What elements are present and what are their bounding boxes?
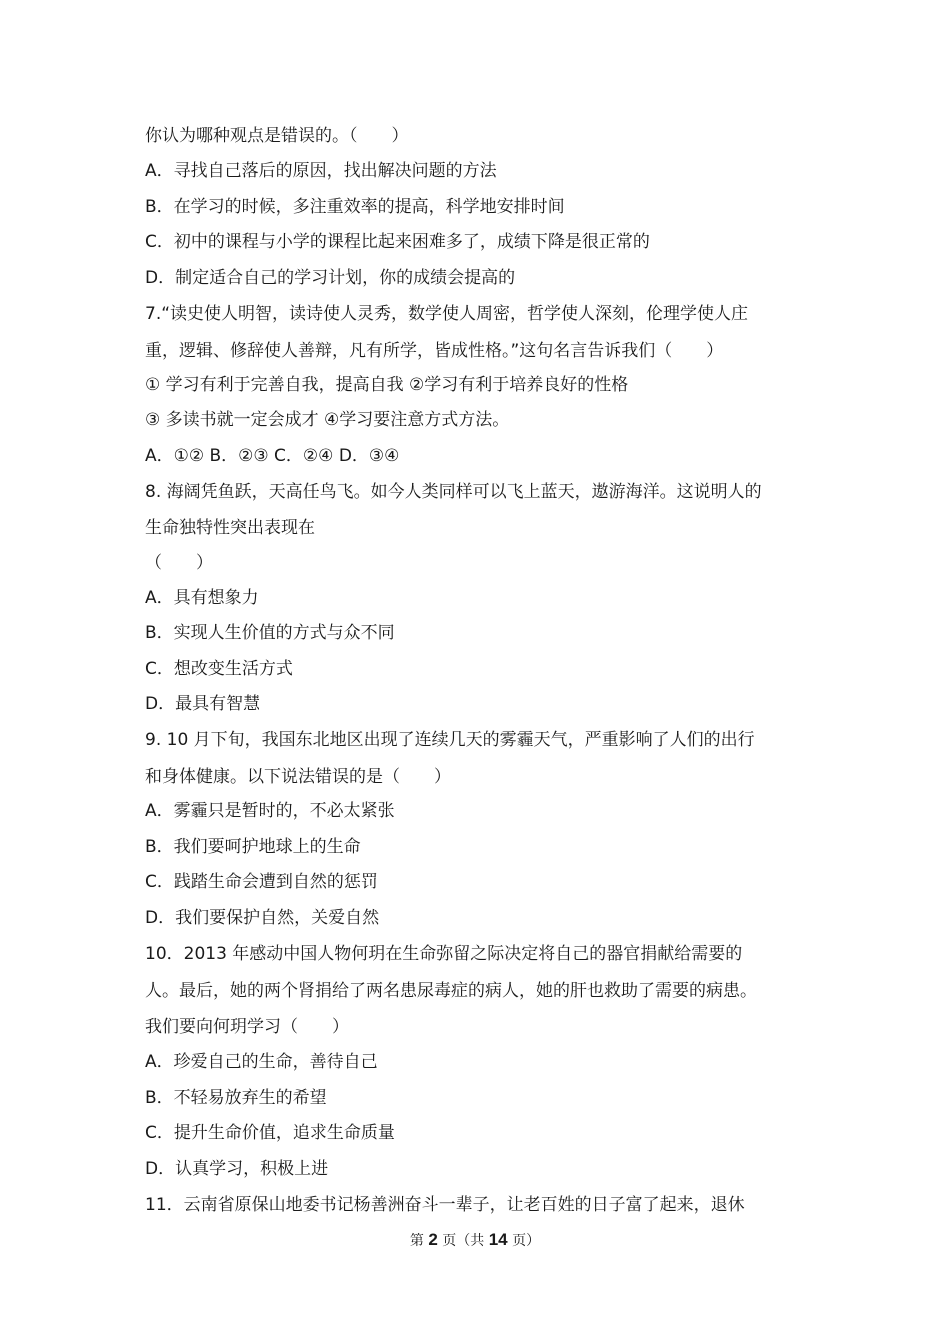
text-line: D．制定适合自己的学习计划，你的成绩会提高的 [145, 268, 516, 288]
text-line: 8. 海阔凭鱼跃，天高任鸟飞。如今人类同样可以飞上蓝天，遨游海洋。这说明人的 [145, 482, 762, 502]
text-line: C．初中的课程与小学的课程比起来困难多了，成绩下降是很正常的 [145, 232, 650, 252]
total-page-number: 14 [488, 1230, 508, 1249]
text-line: （ ） [145, 553, 213, 573]
text-line: B．在学习的时候，多注重效率的提高，科学地安排时间 [145, 197, 565, 217]
text-line: B．实现人生价值的方式与众不同 [145, 623, 395, 643]
text-line: B．我们要呵护地球上的生命 [145, 837, 361, 857]
text-line: A．①② B．②③ C．②④ D．③④ [145, 446, 400, 466]
text-line: C．提升生命价值，追求生命质量 [145, 1123, 395, 1143]
text-line: C．践踏生命会遭到自然的惩罚 [145, 872, 378, 892]
footer-middle: 页（共 [442, 1233, 485, 1249]
text-line: A．珍爱自己的生命，善待自己 [145, 1052, 378, 1072]
text-line: 10．2013 年感动中国人物何玥在生命弥留之际决定将自己的器官捐献给需要的 [145, 944, 743, 964]
text-line: 9. 10 月下旬，我国东北地区出现了连续几天的雾霾天气，严重影响了人们的出行 [145, 730, 755, 750]
text-line: 11．云南省原保山地委书记杨善洲奋斗一辈子，让老百姓的日子富了起来，退休 [145, 1195, 745, 1215]
text-line: A．具有想象力 [145, 588, 259, 608]
text-line: B．不轻易放弃生的希望 [145, 1088, 327, 1108]
text-line: 7.“读史使人明智，读诗使人灵秀，数学使人周密，哲学使人深刻，伦理学使人庄 [145, 304, 749, 324]
text-line: ① 学习有利于完善自我，提高自我 ②学习有利于培养良好的性格 [145, 375, 629, 395]
footer-prefix: 第 [409, 1233, 424, 1249]
text-line: A．雾霾只是暂时的，不必太紧张 [145, 801, 395, 821]
text-line: 重，逻辑、修辞使人善辩，凡有所学，皆成性格。”这句名言告诉我们（ ） [145, 341, 724, 361]
text-line: D．最具有智慧 [145, 694, 261, 714]
text-line: A．寻找自己落后的原因，找出解决问题的方法 [145, 161, 497, 181]
page-footer [0, 1231, 950, 1250]
text-line: D．我们要保护自然，关爱自然 [145, 908, 380, 928]
text-line: 我们要向何玥学习（ ） [145, 1017, 349, 1037]
text-line: 生命独特性突出表现在 [145, 518, 315, 538]
text-line: 你认为哪种观点是错误的。（ ） [145, 126, 409, 146]
text-line: C．想改变生活方式 [145, 659, 293, 679]
footer-suffix: 页） [512, 1233, 541, 1249]
text-line: 人。最后，她的两个肾捐给了两名患尿毒症的病人，她的肝也救助了需要的病患。 [145, 981, 757, 1001]
text-line: 和身体健康。以下说法错误的是（ ） [145, 767, 451, 787]
current-page-number: 2 [428, 1230, 438, 1249]
text-line: ③ 多读书就一定会成才 ④学习要注意方式方法。 [145, 410, 510, 430]
text-line: D．认真学习，积极上进 [145, 1159, 329, 1179]
